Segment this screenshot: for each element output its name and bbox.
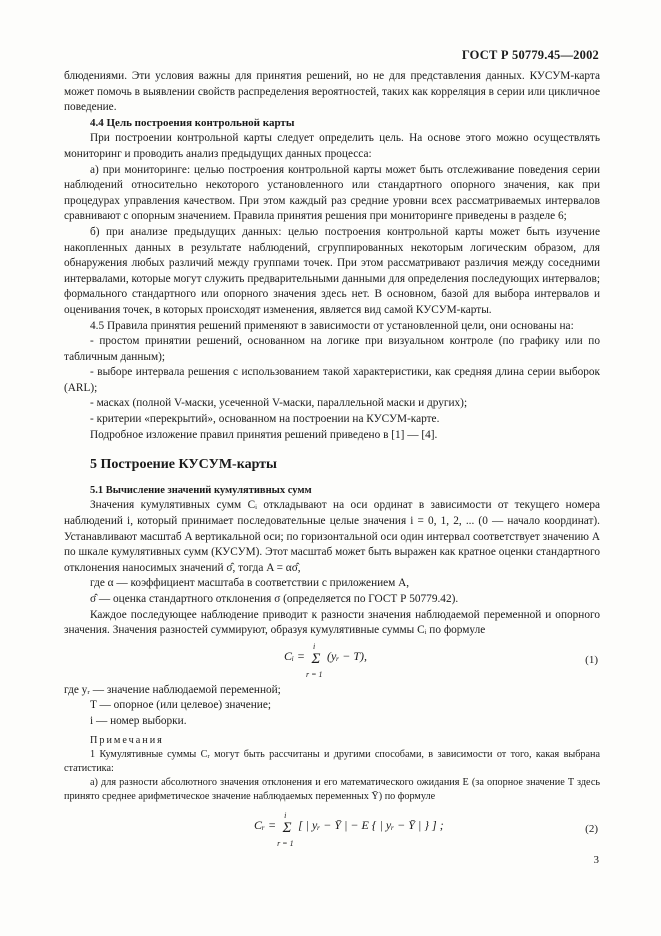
formula-1-lower-limit: r = 1 bbox=[306, 669, 323, 679]
sum-symbol: Σ bbox=[311, 650, 321, 667]
sum-symbol: Σ bbox=[282, 819, 292, 836]
formula-1-expression bbox=[284, 641, 368, 679]
paragraph: Каждое последующее наблюдение приводит к разности значения наблюдаемой переменной и опорного значения. Значения разностей суммируют, образуя кумулятивные суммы Cᵢ по формуле bbox=[64, 608, 600, 637]
paragraph: б) при анализе предыдущих данных: целью построения контрольной карты может быть изучение накопленных данных в результате наблюдений, сгруппированных некоторым логическим образом, для обнаружения любых различий между группами точек. При этом рассматривают различия между соседними интервалами, которые могут служить предварительными данными для определения последующих интервалов; формального стандартного или опорного значения здесь нет. В основном, базой для выбора интервалов и оценивания точек, в которых происходят изменения, является вид самой КУСУМ-карты. bbox=[64, 225, 600, 316]
paragraph: Значения кумулятивных сумм Cᵢ откладывают на оси ординат в зависимости от текущего номера наблюдений i, который принимает последовательные целые значения i = 0, 1, 2, ... (0 — начало координат). Устанавливают масштаб A вертикальной оси; по горизонтальной оси один интервал соответствует значению A по шкале кумулятивных сумм (КУСУМ). Этот масштаб может быть выражен как кратное оценки стандартного отклонения наносимых значений σ̂, тогда A = ασ̂, bbox=[64, 499, 600, 574]
page-number: 3 bbox=[593, 854, 599, 866]
list-item: - масках (полной V-маски, усеченной V-маски, параллельной маски и других); bbox=[90, 397, 468, 410]
formula-2-upper-limit: i bbox=[284, 810, 287, 820]
section-heading-4-4: 4.4 Цель построения контрольной карты bbox=[90, 116, 295, 129]
note-item: а) для разности абсолютного значения отклонения и его математического ожидания E (за опорное значение T здесь принято среднее арифметическое значение наблюдаемых переменных Ȳ) по формуле bbox=[64, 776, 600, 802]
section-heading-5-1: 5.1 Вычисление значений кумулятивных сумм bbox=[90, 484, 312, 496]
formula-1-number: (1) bbox=[585, 653, 598, 666]
note-item: 1 Кумулятивные суммы Cᵣ могут быть рассчитаны и другими способами, в зависимости от того, какая выбрана статистика: bbox=[64, 748, 600, 774]
formula-2-expression bbox=[254, 810, 444, 848]
formula-2-number: (2) bbox=[585, 822, 598, 835]
notes-block bbox=[64, 734, 600, 804]
list-item: - простом принятии решений, основанном на логике при визуальном контроле (по графику или по табличным данным); bbox=[64, 335, 600, 363]
definition-line: i — номер выборки. bbox=[90, 714, 187, 727]
paragraph: σ̂ — оценка стандартного отклонения σ (определяется по ГОСТ Р 50779.42). bbox=[90, 593, 459, 605]
paragraph: где α — коэффициент масштаба в соответствии с приложением А, bbox=[90, 577, 410, 590]
formula-1 bbox=[64, 641, 600, 681]
paragraph: а) при мониторинге: целью построения контрольной карты может быть отслеживание поведения серии наблюдений относительно некоторого установленного или стандартного опорного значения, как при процедурах управления качеством. При этом каждый раз средние уровни всех рассматриваемых интервалов сравнивают с опорным значением. Правила принятия решения при мониторинге приведены в разделе 6; bbox=[64, 163, 600, 223]
paragraph: При построении контрольной карты следует определить цель. На основе этого можно осуществлять мониторинг и проводить анализ предыдущих данных процесса: bbox=[64, 132, 600, 160]
paragraph: Подробное изложение правил принятия решений приведено в [1] — [4]. bbox=[90, 428, 438, 441]
formula-1-rhs: (yᵣ − T), bbox=[327, 648, 368, 663]
definition-line: где yᵣ — значение наблюдаемой переменной; bbox=[64, 683, 281, 696]
document-body bbox=[64, 69, 600, 852]
definition-line: T — опорное (или целевое) значение; bbox=[90, 699, 271, 712]
formula-2-lhs: Cᵣ = bbox=[254, 817, 277, 832]
document-header: ГОСТ Р 50779.45—2002 bbox=[461, 48, 599, 62]
formula-2 bbox=[64, 808, 600, 852]
formula-1-upper-limit: i bbox=[313, 641, 316, 651]
formula-1-lhs: Cᵢ = bbox=[284, 648, 305, 663]
paragraph: блюдениями. Эти условия важны для принятия решений, но не для представления данных. КУСУМ-карта может помочь в выявлении свойств распределения вероятностей, таких как корреляция в серии или цикличное поведение. bbox=[64, 70, 600, 114]
section-heading-5: 5 Построение КУСУМ-карты bbox=[90, 457, 277, 473]
list-item: - критерии «перекрытий», основанном на построении на КУСУМ-карте. bbox=[90, 413, 440, 426]
formula-2-lower-limit: r = 1 bbox=[277, 838, 294, 848]
notes-title: Примечания bbox=[90, 734, 164, 746]
list-item: - выборе интервала решения с использованием такой характеристики, как средняя длина серии выборок (ARL); bbox=[64, 366, 600, 394]
paragraph: 4.5 Правила принятия решений применяют в зависимости от установленной цели, они основаны на: bbox=[90, 319, 574, 332]
formula-2-rhs: [ | yᵣ − Ȳ | − E { | yᵣ − Ȳ | } ] ; bbox=[298, 817, 444, 832]
